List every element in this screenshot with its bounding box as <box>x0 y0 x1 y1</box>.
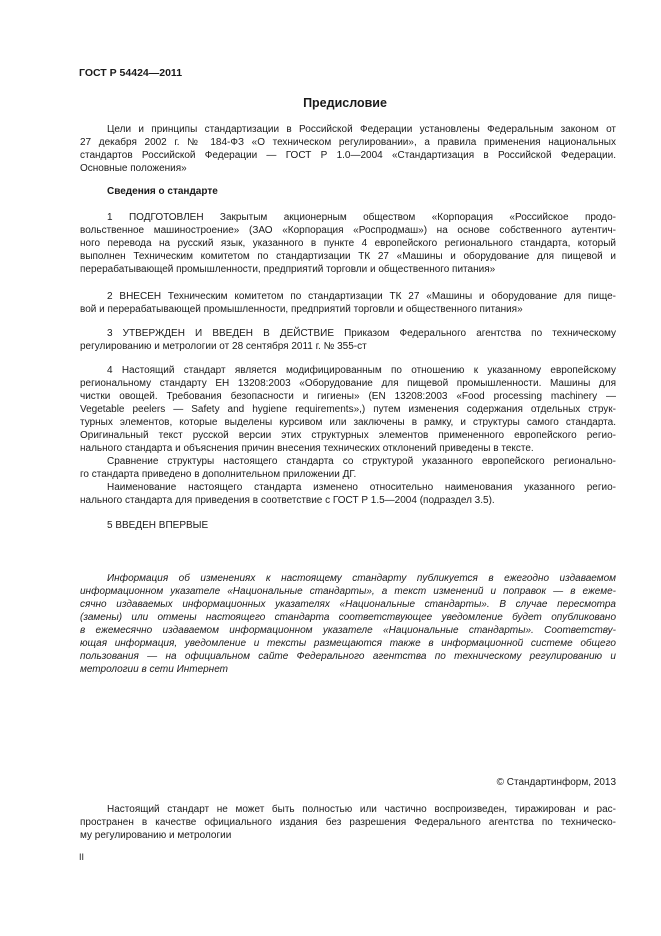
item-5-paragraph: 5 ВВЕДЕН ВПЕРВЫЕ <box>107 520 209 531</box>
text-line: перерабатывающей промышленности, предприятий торговли и общественного питания» <box>80 264 496 275</box>
text-line: Сравнение структуры настоящего стандарта со структурой указанного европейского регионально- <box>107 456 616 467</box>
text-line: 1 ПОДГОТОВЛЕН Закрытым акционерным обществом «Корпорация «Российское продо- <box>107 212 616 223</box>
text-line: 3 УТВЕРЖДЕН И ВВЕДЕН В ДЕЙСТВИЕ Приказом Федерального агентства по техническому <box>107 328 616 339</box>
text-line: Информация об изменениях к настоящему стандарту публикуется в ежегодно издаваемом <box>107 573 616 584</box>
text-line: Наименование настоящего стандарта изменено относительно наименования указанного регио- <box>107 482 616 493</box>
text-line: регулированию и метрологии от 28 сентября 2011 г. № 355-ст <box>80 341 367 352</box>
text-line: 2 ВНЕСЕН Техническим комитетом по стандартизации ТК 27 «Машины и оборудование для пище- <box>107 291 616 302</box>
text-line: вольственное машиностроение» (ЗАО «Корпорация «Роспродмаш») на основе собственного аутентич- <box>80 225 616 236</box>
text-line: пространен в качестве официального издания без разрешения Федерального агентства по техническо- <box>80 817 616 828</box>
text-line: 27 декабря 2002 г. № 184-ФЗ «О техническом регулировании», а правила применения национальных <box>80 137 616 148</box>
page-title: Предисловие <box>303 96 387 110</box>
text-line: в ежемесячно издаваемом информационном указателе «Национальные стандарты». Соответству- <box>80 625 616 636</box>
text-line: нального стандарта и объяснения причин внесения технических отклонений приведены в тексте. <box>80 443 534 454</box>
text-line: Основные положения» <box>80 163 187 174</box>
text-line: Настоящий стандарт не может быть полностью или частично воспроизведен, тиражирован и рас- <box>107 804 616 815</box>
text-line: го стандарта приведено в дополнительном приложении ДГ. <box>80 469 357 480</box>
text-line: (замены) или отмены настоящего стандарта соответствующее уведомление будет опубликовано <box>80 612 616 623</box>
text-line: Оригинальный текст русской версии этих структурных элементов примененного европейского регио- <box>80 430 616 441</box>
text-line: чистки овощей. Требования безопасности и гигиены» (EN 13208:2003 «Food processing machinery — <box>80 391 616 402</box>
text-line: выполнен Техническим комитетом по стандартизации ТК 27 «Машины и оборудование для пищевой и <box>80 251 616 262</box>
text-line: Vegetable peelers — Safety and hygiene requirements»,) путем изменения содержания отдельных струк- <box>80 404 616 415</box>
text-line: вой и перерабатывающей промышленности, предприятий торговли и общественного питания» <box>80 304 523 315</box>
text-line: региональному стандарту ЕН 13208:2003 «Оборудование для пищевой промышленности. Машины для <box>80 378 616 389</box>
text-line: нального стандарта для приведения в соответствие с ГОСТ Р 1.5—2004 (подраздел 3.5). <box>80 495 495 506</box>
text-line: информационном указателе «Национальные стандарты», а текст изменений и поправок — в ежеме- <box>80 586 616 597</box>
copyright: © Стандартинформ, 2013 <box>496 777 616 788</box>
text-line: 4 Настоящий стандарт является модифицированным по отношению к указанному европейскому <box>107 365 616 376</box>
document-code: ГОСТ Р 54424—2011 <box>79 67 183 79</box>
text-line: турных элементов, которые выделены курсивом или заключены в рамку, и структуры самого стандарта. <box>80 417 616 428</box>
text-line: сячно издаваемых информационных указателях «Национальные стандарты». В случае пересмотра <box>80 599 616 610</box>
text-line: ющая информация, уведомление и тексты размещаются также в информационной системе общего <box>80 638 616 649</box>
section-title: Сведения о стандарте <box>107 186 218 197</box>
text-line: Цели и принципы стандартизации в Российской Федерации установлены Федеральным законом от <box>107 124 616 135</box>
text-line: метрологии в сети Интернет <box>80 664 228 675</box>
text-line: стандартов Российской Федерации — ГОСТ Р 1.0—2004 «Стандартизация в Российской Федерации. <box>80 150 616 161</box>
page-number: II <box>79 852 85 862</box>
text-line: ного перевода на русский язык, указанного в пункте 4 европейского регионального стандарта, который <box>80 238 616 249</box>
text-line: пользования — на официальном сайте Федерального агентства по техническому регулированию и <box>80 651 616 662</box>
text-line: му регулированию и метрологии <box>80 830 232 841</box>
